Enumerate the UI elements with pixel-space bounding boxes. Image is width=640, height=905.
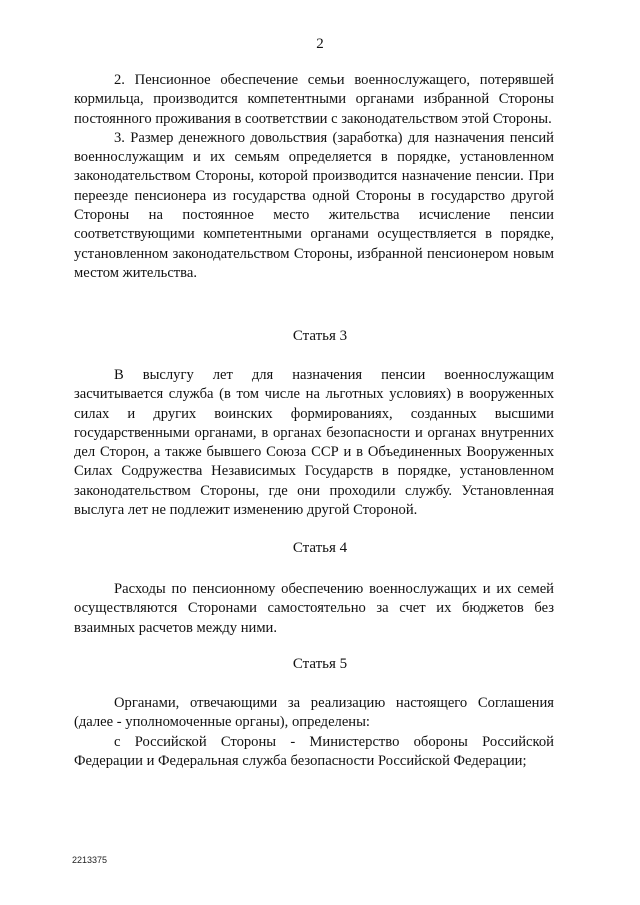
article-3-paragraph: В выслугу лет для назначения пенсии военнослужащим засчитывается служба (в том числе на льготных условиях) в вооруженных силах и других воинских формированиях, созданных высшими государственными органами, в органах безопасности и органах внутренних дел Сторон, а также бывшего Союза ССР и в Объединенных Вооруженных Силах Содружества Независимых Государств в порядке, установленном законодательством Стороны, где они проходили службу. Установленная выслуга лет не подлежит изменению другой Стороной. (74, 367, 554, 519)
article-4-heading: Статья 4 (292, 540, 348, 556)
article-5-paragraph-1: Органами, отвечающими за реализацию настоящего Соглашения (далее - уполномоченные органы), определены: (74, 695, 554, 731)
article-3-heading-wrap (0, 328, 640, 345)
article-4-heading-wrap (0, 540, 640, 557)
article-3-heading: Статья 3 (292, 328, 348, 344)
article-5-heading-wrap (0, 656, 640, 673)
document-code: 2213375 (72, 855, 108, 865)
article-4-paragraph: Расходы по пенсионному обеспечению военнослужащих и их семей осуществляются Сторонами самостоятельно за счет их бюджетов без взаимных расчетов между ними. (74, 581, 554, 636)
article-5-section (74, 694, 554, 771)
article-4-section (74, 580, 554, 638)
article-5-heading: Статья 5 (292, 656, 348, 672)
paragraph-3: 3. Размер денежного довольствия (заработка) для назначения пенсий военнослужащим и их семьям определяется в порядке, установленном законодательством Стороны, которой производится назначение пенсии. При переезде пенсионера из государства одной Стороны в государство другой Стороны на постоянное место жительства исчисление пенсии соответствующими компетентными органами осуществляется в порядке, установленном законодательством Стороны, избранной пенсионером новым местом жительства. (74, 129, 554, 281)
page-number: 2 (316, 36, 324, 52)
paragraph-2: 2. Пенсионное обеспечение семьи военнослужащего, потерявшей кормильца, производится компетентными органами избранной Стороны постоянного проживания в соответствии с законодательством этой Стороны. (74, 72, 554, 127)
article-3-section (74, 366, 554, 520)
intro-section (74, 71, 554, 283)
article-5-paragraph-2: с Российской Стороны - Министерство обороны Российской Федерации и Федеральная служба безопасности Российской Федерации; (74, 733, 554, 769)
